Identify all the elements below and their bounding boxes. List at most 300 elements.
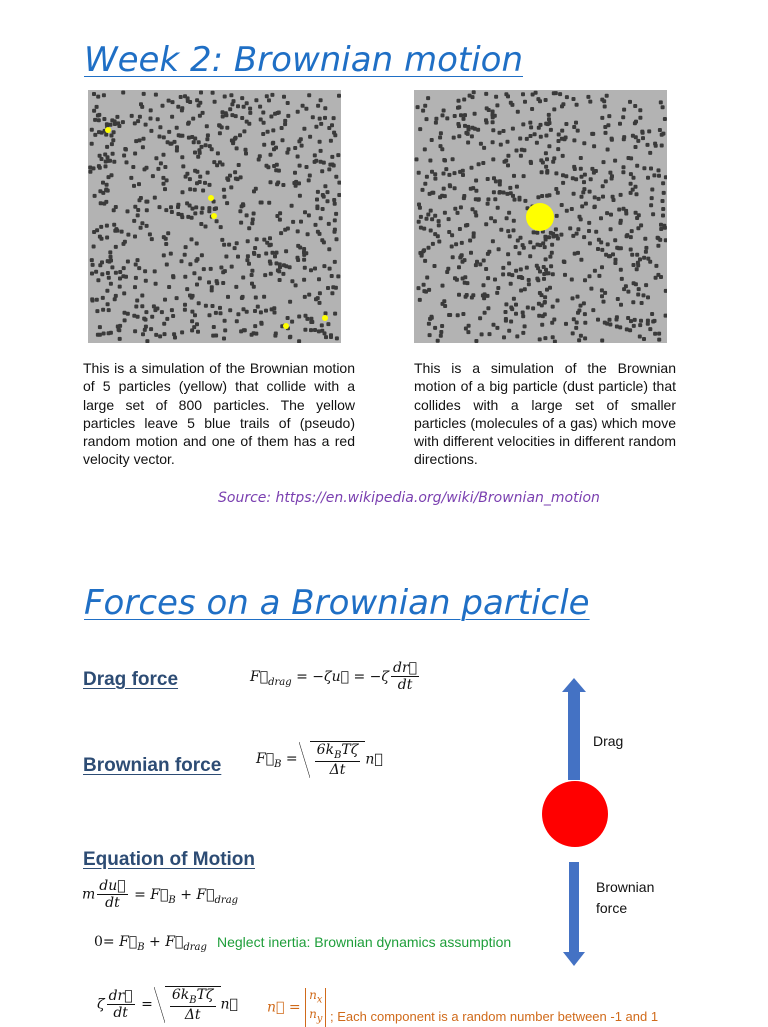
gas-particle — [439, 330, 443, 334]
gas-particle — [609, 227, 613, 231]
gas-particle — [508, 186, 512, 190]
gas-particle — [223, 269, 227, 273]
gas-particle — [252, 212, 256, 216]
gas-particle — [181, 164, 185, 168]
gas-particle — [594, 169, 598, 173]
gas-particle — [506, 94, 510, 98]
gas-particle — [251, 218, 255, 222]
gas-particle — [478, 316, 482, 320]
gas-particle — [523, 287, 527, 291]
drag-force-equation: $F⃗_{drag}$ = −ζu⃗ = −ζ $\frac{dr⃗}{dt}$ — [250, 660, 418, 693]
gas-particle — [458, 227, 462, 231]
gas-particle — [197, 104, 201, 108]
gas-particle — [134, 263, 138, 267]
gas-particle — [228, 308, 232, 312]
gas-particle — [532, 245, 536, 249]
gas-particle — [190, 237, 194, 241]
gas-particle — [329, 335, 333, 339]
gas-particle — [122, 266, 126, 270]
gas-particle — [542, 272, 546, 276]
gas-particle — [332, 116, 336, 120]
gas-particle — [134, 305, 138, 309]
gas-particle — [456, 211, 460, 215]
inertia-free-equation: $0= F⃗_B$ + $F⃗_{drag}$ — [94, 934, 207, 953]
gas-particle — [92, 92, 96, 96]
yellow-particle — [322, 315, 328, 321]
gas-particle — [139, 102, 143, 106]
gas-particle — [113, 297, 117, 301]
gas-particle — [274, 146, 278, 150]
gas-particle — [123, 147, 127, 151]
yellow-particle — [105, 127, 111, 133]
gas-particle — [107, 308, 111, 312]
gas-particle — [613, 159, 617, 163]
gas-particle — [515, 185, 519, 189]
gas-particle — [484, 267, 488, 271]
gas-particle — [131, 165, 135, 169]
gas-particle — [461, 277, 465, 281]
gas-particle — [480, 332, 484, 336]
gas-particle — [516, 110, 520, 114]
gas-particle — [617, 246, 621, 250]
gas-particle — [507, 272, 511, 276]
gas-particle — [326, 322, 330, 326]
gas-particle — [462, 98, 466, 102]
gas-particle — [418, 127, 422, 131]
gas-particle — [648, 151, 652, 155]
gas-particle — [606, 242, 610, 246]
gas-particle — [442, 187, 446, 191]
gas-particle — [636, 226, 640, 230]
gas-particle — [582, 235, 586, 239]
gas-particle — [109, 255, 113, 259]
gas-particle — [515, 149, 519, 153]
gas-particle — [571, 176, 575, 180]
gas-particle — [290, 320, 294, 324]
gas-particle — [324, 311, 328, 315]
gas-particle — [170, 142, 174, 146]
gas-particle — [192, 271, 196, 275]
gas-particle — [641, 136, 645, 140]
gas-particle — [162, 153, 166, 157]
gas-particle — [256, 305, 260, 309]
gas-particle — [481, 161, 485, 165]
gas-particle — [437, 240, 441, 244]
gas-particle — [178, 134, 182, 138]
gas-particle — [208, 183, 212, 187]
gas-particle — [430, 191, 434, 195]
gas-particle — [92, 230, 96, 234]
gas-particle — [213, 100, 217, 104]
gas-particle — [198, 114, 202, 118]
gas-particle — [646, 319, 650, 323]
random-component-note: ; Each component is a random number between -1 and 1 — [330, 1009, 659, 1024]
gas-particle — [101, 181, 105, 185]
gas-particle — [443, 304, 447, 308]
gas-particle — [551, 305, 555, 309]
gas-particle — [603, 105, 607, 109]
gas-particle — [274, 332, 278, 336]
gas-particle — [309, 328, 313, 332]
gas-particle — [499, 143, 503, 147]
gas-particle — [163, 187, 167, 191]
gas-particle — [549, 231, 553, 235]
gas-particle — [326, 286, 330, 290]
gas-particle — [636, 139, 640, 143]
gas-particle — [195, 98, 199, 102]
gas-particle — [236, 255, 240, 259]
gas-particle — [578, 215, 582, 219]
gas-particle — [319, 149, 323, 153]
gas-particle — [574, 326, 578, 330]
gas-particle — [326, 199, 330, 203]
gas-particle — [507, 329, 511, 333]
gas-particle — [606, 148, 610, 152]
gas-particle — [433, 177, 437, 181]
gas-particle — [224, 255, 228, 259]
gas-particle — [498, 190, 502, 194]
gas-particle — [133, 285, 137, 289]
gas-particle — [186, 122, 190, 126]
gas-particle — [318, 291, 322, 295]
gas-particle — [93, 133, 97, 137]
gas-particle — [482, 283, 486, 287]
gas-particle — [635, 253, 639, 257]
gas-particle — [215, 163, 219, 167]
gas-particle — [269, 272, 273, 276]
gas-particle — [277, 111, 281, 115]
gas-particle — [486, 306, 490, 310]
gas-particle — [498, 131, 502, 135]
gas-particle — [313, 267, 317, 271]
gas-particle — [661, 105, 665, 109]
gas-particle — [149, 129, 153, 133]
gas-particle — [599, 216, 603, 220]
gas-particle — [565, 209, 569, 213]
gas-particle — [248, 107, 252, 111]
gas-particle — [521, 92, 525, 96]
gas-particle — [132, 314, 136, 318]
gas-particle — [579, 258, 583, 262]
gas-particle — [555, 234, 559, 238]
gas-particle — [176, 203, 180, 207]
gas-particle — [273, 254, 277, 258]
gas-particle — [335, 237, 339, 241]
gas-particle — [333, 218, 337, 222]
gas-particle — [609, 213, 613, 217]
gas-particle — [559, 233, 563, 237]
gas-particle — [221, 115, 225, 119]
gas-particle — [491, 115, 495, 119]
gas-particle — [631, 300, 635, 304]
gas-particle — [115, 115, 119, 119]
gas-particle — [202, 267, 206, 271]
gas-particle — [537, 314, 541, 318]
gas-particle — [247, 122, 251, 126]
gas-particle — [279, 231, 283, 235]
gas-particle — [502, 335, 506, 339]
gas-particle — [554, 227, 558, 231]
gas-particle — [306, 232, 310, 236]
gas-particle — [316, 190, 320, 194]
gas-particle — [625, 234, 629, 238]
gas-particle — [600, 116, 604, 120]
gas-particle — [102, 117, 106, 121]
gas-particle — [190, 310, 194, 314]
gas-particle — [646, 295, 650, 299]
gas-particle — [515, 334, 519, 338]
gas-particle — [234, 136, 238, 140]
gas-particle — [445, 116, 449, 120]
gas-particle — [542, 277, 546, 281]
gas-particle — [314, 223, 318, 227]
gas-particle — [302, 278, 306, 282]
gas-particle — [207, 280, 211, 284]
gas-particle — [629, 172, 633, 176]
gas-particle — [332, 198, 336, 202]
gas-particle — [570, 278, 574, 282]
gas-particle — [215, 279, 219, 283]
gas-particle — [90, 272, 94, 276]
gas-particle — [423, 182, 427, 186]
gas-particle — [601, 195, 605, 199]
gas-particle — [262, 121, 266, 125]
gas-particle — [629, 156, 633, 160]
gas-particle — [452, 136, 456, 140]
gas-particle — [267, 201, 271, 205]
gas-particle — [629, 248, 633, 252]
gas-particle — [486, 197, 490, 201]
gas-particle — [641, 131, 645, 135]
gas-particle — [334, 212, 338, 216]
gas-particle — [104, 133, 108, 137]
gas-particle — [328, 267, 332, 271]
gas-particle — [133, 205, 137, 209]
gas-particle — [281, 272, 285, 276]
gas-particle — [472, 90, 476, 94]
gas-particle — [104, 160, 108, 164]
gas-particle — [99, 201, 103, 205]
gas-particle — [587, 229, 591, 233]
gas-particle — [626, 290, 630, 294]
gas-particle — [550, 321, 554, 325]
gas-particle — [543, 312, 547, 316]
gas-particle — [319, 122, 323, 126]
gas-particle — [333, 230, 337, 234]
gas-particle — [428, 333, 432, 337]
gas-particle — [525, 266, 529, 270]
gas-particle — [233, 170, 237, 174]
gas-particle — [235, 319, 239, 323]
gas-particle — [547, 113, 551, 117]
gas-particle — [576, 295, 580, 299]
gas-particle — [175, 126, 179, 130]
gas-particle — [633, 104, 637, 108]
gas-particle — [583, 312, 587, 316]
gas-particle — [158, 135, 162, 139]
gas-particle — [550, 243, 554, 247]
gas-particle — [337, 181, 341, 185]
gas-particle — [477, 162, 481, 166]
gas-particle — [548, 255, 552, 259]
gas-particle — [293, 146, 297, 150]
gas-particle — [261, 132, 265, 136]
gas-particle — [151, 174, 155, 178]
gas-particle — [486, 276, 490, 280]
gas-particle — [149, 327, 153, 331]
gas-particle — [587, 221, 591, 225]
gas-particle — [593, 205, 597, 209]
gas-particle — [176, 105, 180, 109]
gas-particle — [278, 211, 282, 215]
gas-particle — [608, 318, 612, 322]
gas-particle — [551, 160, 555, 164]
gas-particle — [193, 169, 197, 173]
gas-particle — [138, 198, 142, 202]
gas-particle — [512, 219, 516, 223]
gas-particle — [659, 100, 663, 104]
gas-particle — [656, 236, 660, 240]
gas-particle — [132, 184, 136, 188]
gas-particle — [121, 274, 125, 278]
gas-particle — [492, 190, 496, 194]
gas-particle — [600, 248, 604, 252]
gas-particle — [489, 216, 493, 220]
gas-particle — [561, 154, 565, 158]
gas-particle — [661, 207, 665, 211]
gas-particle — [132, 219, 136, 223]
gas-particle — [588, 100, 592, 104]
gas-particle — [660, 144, 664, 148]
gas-particle — [580, 175, 584, 179]
gas-particle — [240, 116, 244, 120]
gas-particle — [649, 167, 653, 171]
gas-particle — [274, 168, 278, 172]
gas-particle — [544, 98, 548, 102]
gas-particle — [504, 310, 508, 314]
gas-particle — [572, 317, 576, 321]
gas-particle — [205, 137, 209, 141]
gas-particle — [622, 135, 626, 139]
gas-particle — [551, 272, 555, 276]
gas-particle — [268, 260, 272, 264]
gas-particle — [458, 256, 462, 260]
gas-particle — [204, 143, 208, 147]
gas-particle — [440, 324, 444, 328]
gas-particle — [109, 282, 113, 286]
gas-particle — [92, 109, 96, 113]
gas-particle — [499, 228, 503, 232]
gas-particle — [425, 217, 429, 221]
gas-particle — [582, 301, 586, 305]
gas-particle — [302, 253, 306, 257]
gas-particle — [118, 337, 122, 341]
gas-particle — [591, 308, 595, 312]
gas-particle — [95, 298, 99, 302]
gas-particle — [625, 327, 629, 331]
gas-particle — [588, 241, 592, 245]
gas-particle — [223, 328, 227, 332]
gas-particle — [169, 252, 173, 256]
gas-particle — [619, 193, 623, 197]
neglect-inertia-note: Neglect inertia: Brownian dynamics assumption — [217, 934, 512, 950]
gas-particle — [191, 117, 195, 121]
gas-particle — [506, 163, 510, 167]
force-diagram — [540, 670, 700, 980]
gas-particle — [632, 263, 636, 267]
gas-particle — [506, 229, 510, 233]
gas-particle — [112, 160, 116, 164]
gas-particle — [248, 111, 252, 115]
gas-particle — [91, 263, 95, 267]
brownian-dynamics-equation: ζ $\frac{dr⃗}{dt}$ = $\frac{6k_BT\zeta}{\Delta t}$ n⃗ — [97, 987, 238, 1023]
gas-particle — [450, 233, 454, 237]
gas-particle — [531, 306, 535, 310]
gas-particle — [462, 117, 466, 121]
yellow-particle — [211, 213, 217, 219]
gas-particle — [250, 273, 254, 277]
gas-particle — [250, 221, 254, 225]
gas-particle — [261, 111, 265, 115]
gas-particle — [167, 285, 171, 289]
gas-particle — [433, 172, 437, 176]
gas-particle — [507, 211, 511, 215]
gas-particle — [288, 335, 292, 339]
gas-particle — [219, 225, 223, 229]
gas-particle — [505, 216, 509, 220]
gas-particle — [166, 231, 170, 235]
gas-particle — [635, 164, 639, 168]
gas-particle — [529, 134, 533, 138]
gas-particle — [170, 115, 174, 119]
gas-particle — [651, 320, 655, 324]
gas-particle — [333, 312, 337, 316]
gas-particle — [229, 93, 233, 97]
gas-particle — [439, 334, 443, 338]
gas-particle — [424, 290, 428, 294]
gas-particle — [540, 323, 544, 327]
gas-particle — [460, 241, 464, 245]
gas-particle — [634, 145, 638, 149]
gas-particle — [308, 135, 312, 139]
gas-particle — [577, 338, 581, 342]
gas-particle — [230, 102, 234, 106]
gas-particle — [629, 191, 633, 195]
gas-particle — [540, 194, 544, 198]
gas-particle — [193, 188, 197, 192]
gas-particle — [336, 153, 340, 157]
gas-particle — [96, 278, 100, 282]
gas-particle — [661, 132, 665, 136]
gas-particle — [90, 258, 94, 262]
gas-particle — [508, 234, 512, 238]
gas-particle — [130, 114, 134, 118]
gas-particle — [494, 95, 498, 99]
gas-particle — [605, 211, 609, 215]
gas-particle — [446, 267, 450, 271]
gas-particle — [133, 152, 137, 156]
gas-particle — [646, 257, 650, 261]
gas-particle — [504, 302, 508, 306]
gas-particle — [184, 245, 188, 249]
gas-particle — [183, 253, 187, 257]
gas-particle — [421, 109, 425, 113]
gas-particle — [561, 102, 565, 106]
gas-particle — [579, 334, 583, 338]
gas-particle — [457, 134, 461, 138]
gas-particle — [463, 113, 467, 117]
gas-particle — [197, 140, 201, 144]
